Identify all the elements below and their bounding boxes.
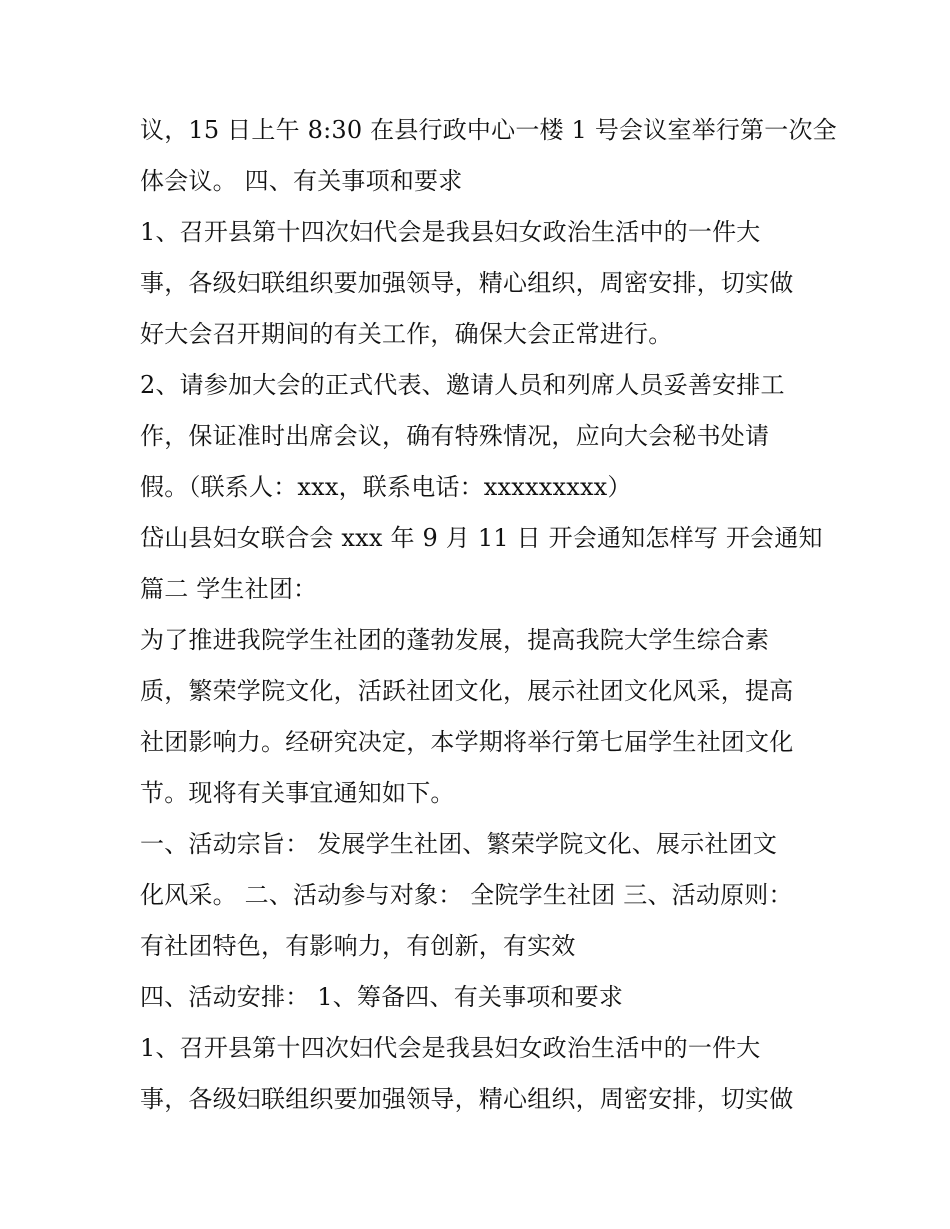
- text-line: 节。现将有关事宜通知如下。: [140, 779, 455, 807]
- text-line: 社团影响力。经研究决定，本学期将举行第七届学生社团文化: [140, 728, 794, 756]
- text-line: 篇二 学生社团：: [140, 575, 318, 603]
- text-line: 四、活动安排： 1、筹备四、有关事项和要求: [140, 983, 624, 1011]
- text-line: 质，繁荣学院文化，活跃社团文化，展示社团文化风采，提高: [140, 677, 794, 705]
- text-line: 事，各级妇联组织要加强领导，精心组织，周密安排，切实做: [140, 269, 794, 297]
- text-line: 为了推进我院学生社团的蓬勃发展，提高我院大学生综合素: [140, 626, 770, 654]
- text-line: 体会议。 四、有关事项和要求: [140, 167, 463, 195]
- text-line: 作，保证准时出席会议，确有特殊情况，应向大会秘书处请: [140, 422, 770, 450]
- text-line: 2、请参加大会的正式代表、邀请人员和列席人员妥善安排工: [140, 371, 785, 399]
- text-line: 1、召开县第十四次妇代会是我县妇女政治生活中的一件大: [140, 1034, 761, 1062]
- document-body: [140, 105, 837, 1125]
- text-line: 好大会召开期间的有关工作，确保大会正常进行。: [140, 320, 673, 348]
- text-line: 有社团特色，有影响力，有创新，有实效: [140, 932, 576, 960]
- text-line: 岱山县妇女联合会 xxx 年 9 月 11 日 开会通知怎样写 开会通知: [140, 524, 823, 552]
- text-line: 化风采。 二、活动参与对象： 全院学生社团 三、活动原则：: [140, 881, 793, 909]
- text-line: 假。（联系人：xxx，联系电话：xxxxxxxxx）: [140, 473, 632, 501]
- text-line: 议，15 日上午 8:30 在县行政中心一楼 1 号会议室举行第一次全: [140, 116, 837, 144]
- text-line: 事，各级妇联组织要加强领导，精心组织，周密安排，切实做: [140, 1085, 794, 1113]
- text-line: 一、活动宗旨： 发展学生社团、繁荣学院文化、展示社团文: [140, 830, 778, 858]
- text-line: 1、召开县第十四次妇代会是我县妇女政治生活中的一件大: [140, 218, 761, 246]
